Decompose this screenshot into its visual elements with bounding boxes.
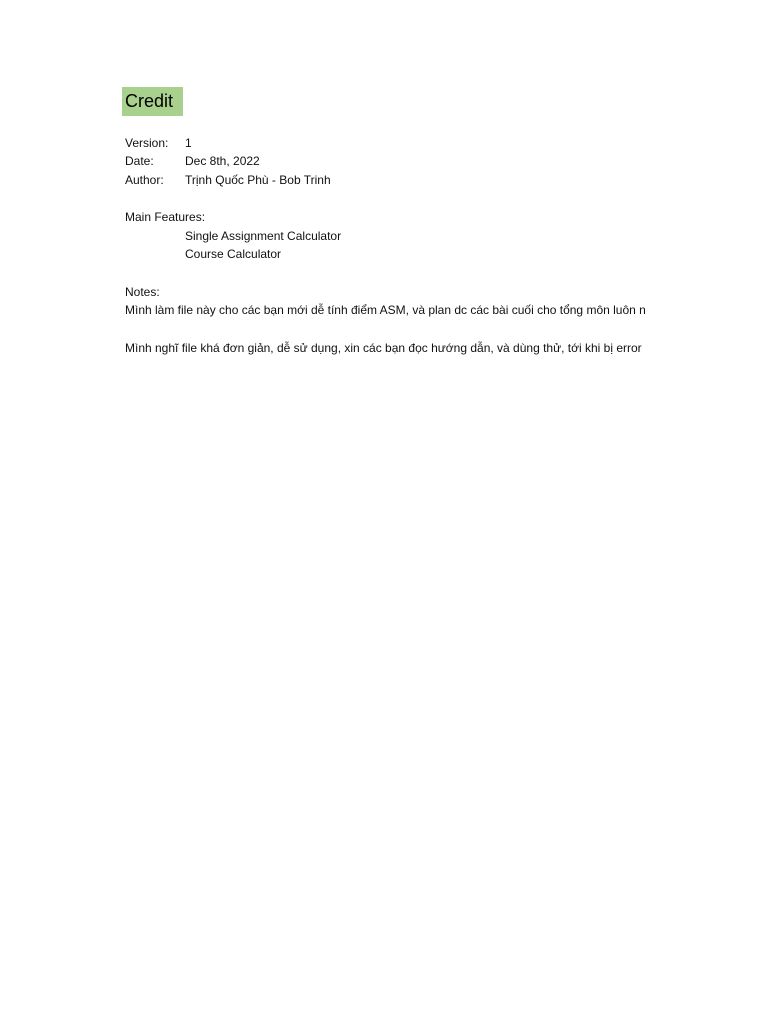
- credit-title-cell: Credit: [122, 87, 183, 116]
- feature-item: Course Calculator: [185, 247, 282, 261]
- main-features-heading: Main Features:: [125, 210, 206, 224]
- version-label: Version:: [125, 136, 169, 150]
- version-value: 1: [185, 136, 192, 150]
- date-value: Dec 8th, 2022: [185, 154, 260, 168]
- note-line: Mình làm file này cho các bạn mới dễ tính điểm ASM, và plan dc các bài cuối cho tổng môn luôn n: [125, 303, 646, 317]
- author-label: Author:: [125, 173, 164, 187]
- notes-heading: Notes:: [125, 285, 160, 299]
- author-value: Trịnh Quốc Phù - Bob Trinh: [185, 173, 331, 187]
- date-label: Date:: [125, 154, 154, 168]
- feature-item: Single Assignment Calculator: [185, 229, 342, 243]
- note-line: Mình nghĩ file khá đơn giản, dễ sử dụng, xin các bạn đọc hướng dẫn, và dùng thử, tới khi bị error: [125, 341, 642, 355]
